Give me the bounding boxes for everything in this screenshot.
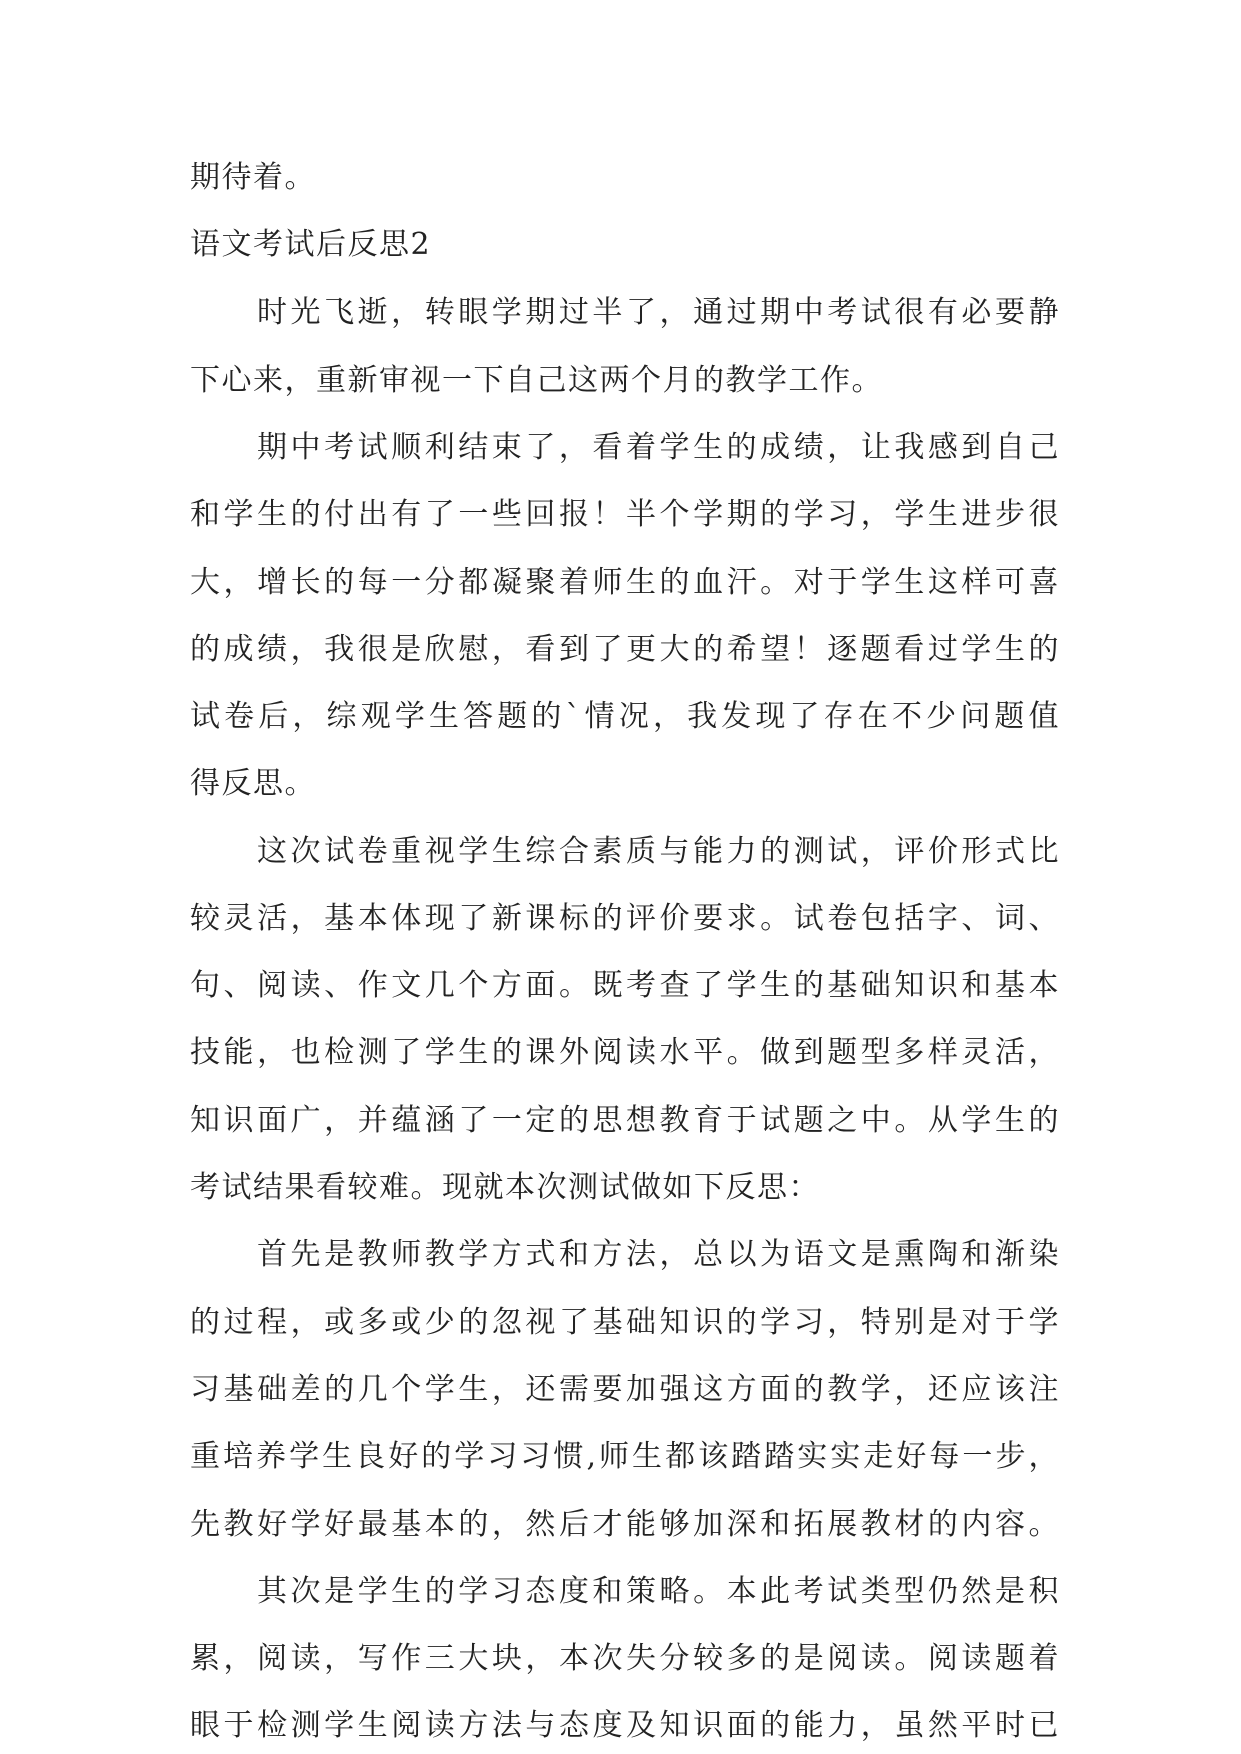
- paragraph-5-line-3: 眼于检测学生阅读方法与态度及知识面的能力，虽然平时已: [190, 1708, 1060, 1743]
- paragraph-2-line-5: 试卷后，综观学生答题的`情况，我发现了存在不少问题值: [190, 699, 1060, 734]
- continuation-line: 期待着。: [190, 160, 316, 195]
- section-title: 语文考试后反思2: [190, 227, 432, 262]
- paragraph-2-line-3: 大，增长的每一分都凝聚着师生的血汗。对于学生这样可喜: [190, 565, 1060, 600]
- paragraph-3-line-3: 句、阅读、作文几个方面。既考查了学生的基础知识和基本: [190, 968, 1060, 1003]
- paragraph-4-line-3: 习基础差的几个学生，还需要加强这方面的教学，还应该注: [190, 1372, 1060, 1407]
- paragraph-3-line-2: 较灵活，基本体现了新课标的评价要求。试卷包括字、词、: [190, 901, 1060, 936]
- paragraph-4-line-4: 重培养学生良好的学习习惯,师生都该踏踏实实走好每一步，: [190, 1439, 1060, 1474]
- paragraph-5-line-1: 其次是学生的学习态度和策略。本此考试类型仍然是积: [257, 1574, 1060, 1609]
- paragraph-2-line-1: 期中考试顺利结束了，看着学生的成绩，让我感到自己: [257, 430, 1060, 465]
- paragraph-3-line-6: 考试结果看较难。现就本次测试做如下反思：: [190, 1170, 820, 1205]
- paragraph-1-line-2: 下心来，重新审视一下自己这两个月的教学工作。: [190, 363, 883, 398]
- paragraph-4-line-1: 首先是教师教学方式和方法，总以为语文是熏陶和渐染: [257, 1237, 1060, 1272]
- paragraph-4-line-2: 的过程，或多或少的忽视了基础知识的学习，特别是对于学: [190, 1305, 1060, 1340]
- paragraph-3-line-5: 知识面广，并蕴涵了一定的思想教育于试题之中。从学生的: [190, 1103, 1060, 1138]
- paragraph-5-line-2: 累，阅读，写作三大块，本次失分较多的是阅读。阅读题着: [190, 1641, 1060, 1676]
- paragraph-2-line-6: 得反思。: [190, 766, 316, 801]
- paragraph-3-line-4: 技能，也检测了学生的课外阅读水平。做到题型多样灵活，: [190, 1035, 1060, 1070]
- paragraph-3-line-1: 这次试卷重视学生综合素质与能力的测试，评价形式比: [257, 834, 1060, 869]
- paragraph-4-line-5: 先教好学好最基本的，然后才能够加深和拓展教材的内容。: [190, 1507, 1060, 1542]
- paragraph-2-line-2: 和学生的付出有了一些回报！半个学期的学习，学生进步很: [190, 497, 1060, 532]
- paragraph-2-line-4: 的成绩，我很是欣慰，看到了更大的希望！逐题看过学生的: [190, 632, 1060, 667]
- paragraph-1-line-1: 时光飞逝，转眼学期过半了，通过期中考试很有必要静: [257, 295, 1060, 330]
